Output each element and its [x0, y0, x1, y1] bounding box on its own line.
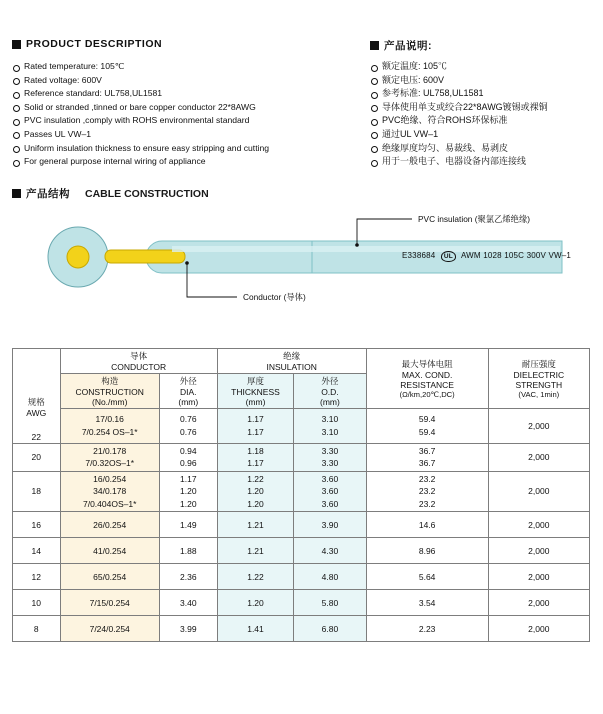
cell-dia [159, 409, 217, 444]
dia-line: 0.76 [180, 426, 197, 437]
header-dielectric-l4: (VAC, 1min) [518, 390, 560, 399]
header-dia-unit: (mm) [178, 397, 199, 407]
cable-construction-title-cn: 产品结构 [26, 188, 70, 200]
construction-line: 21/0.178 [93, 445, 127, 456]
header-thickness-unit: (mm) [245, 397, 266, 407]
dia-line: 0.76 [180, 414, 197, 425]
cell-od: 5.80 [294, 590, 366, 616]
label-insulation: PVC insulation (聚氯乙烯绝缘) [418, 214, 531, 224]
cell-dielectric: 2,000 [488, 590, 589, 616]
cell-awg: 12 [13, 564, 61, 590]
cable-diagram [12, 205, 592, 320]
cell-resistance: 3.54 [366, 590, 488, 616]
resistance-line: 23.2 [418, 498, 436, 509]
header-dielectric-l2: DIELECTRIC [513, 370, 565, 380]
table-header-row-group [13, 349, 590, 374]
cell-dia: 3.99 [159, 616, 217, 642]
list-item: 绝缘厚度均匀、易裁线、易剥皮 [370, 142, 595, 156]
bullet-square-icon [12, 40, 21, 49]
cell-awg: 16 [13, 512, 61, 538]
list-item: 参考标准: UL758,UL1581 [370, 87, 595, 101]
header-od [294, 374, 366, 409]
awg-value: 22 [31, 431, 42, 442]
header-dielectric-l3: STRENGTH [515, 380, 563, 390]
od-line: 3.30 [321, 445, 339, 456]
thickness-line: 1.18 [247, 445, 264, 456]
cell-construction: 7/15/0.254 [60, 590, 159, 616]
construction-line: 17/0.16 [95, 414, 124, 425]
cell-dia: 1.49 [159, 512, 217, 538]
list-item: Rated voltage: 600V [12, 74, 362, 88]
cable-print-rest: AWM 1028 105C 300V VW–1 [460, 251, 572, 260]
header-construction [60, 374, 159, 409]
cell-resistance: 5.64 [366, 564, 488, 590]
construction-line: 16/0.254 [93, 473, 127, 484]
cell-dia: 3.40 [159, 590, 217, 616]
cell-dielectric: 2,000 [488, 538, 589, 564]
cell-construction: 7/24/0.254 [60, 616, 159, 642]
od-line: 3.10 [321, 414, 339, 425]
list-item: Rated temperature: 105℃ [12, 60, 362, 74]
cell-thickness: 1.22 [217, 564, 294, 590]
list-item: Solid or stranded ,tinned or bare copper conductor 22*8AWG [12, 101, 362, 115]
header-thickness [217, 374, 294, 409]
header-conductor-cn: 导体 [130, 351, 148, 361]
ul-mark-icon: UL [441, 251, 456, 262]
header-resistance-l3: RESISTANCE [400, 380, 454, 390]
cell-od: 3.90 [294, 512, 366, 538]
cell-construction [60, 409, 159, 444]
cell-dielectric: 2,000 [488, 564, 589, 590]
list-item: PVC绝缘、符合ROHS环保标准 [370, 114, 595, 128]
cell-dielectric: 2,000 [488, 471, 589, 512]
cell-thickness: 1.20 [217, 590, 294, 616]
thickness-line: 1.20 [247, 486, 264, 496]
construction-line: 7/0.32OS–1* [85, 458, 135, 468]
specification-table [12, 348, 590, 642]
spec-title: 产品说明: [384, 40, 432, 52]
od-line: 3.60 [321, 473, 339, 484]
dia-line: 0.94 [180, 445, 197, 456]
header-insulation-cn: 绝缘 [283, 351, 301, 361]
cell-construction: 65/0.254 [60, 564, 159, 590]
awg-label-col [15, 396, 58, 442]
cell-awg: 8 [13, 616, 61, 642]
cell-dielectric: 2,000 [488, 443, 589, 471]
spec-list [370, 60, 595, 169]
list-item: Uniform insulation thickness to ensure easy stripping and cutting [12, 142, 362, 156]
list-item: 额定温度: 105℃ [370, 60, 595, 74]
header-dia-cn: 外径 [179, 376, 197, 386]
construction-line: 7/0.404OS–1* [82, 498, 137, 509]
cell-awg: 14 [13, 538, 61, 564]
thickness-line: 1.17 [247, 458, 264, 468]
header-dia [159, 374, 217, 409]
list-item: PVC insulation ,comply with ROHS environmental standard [12, 114, 362, 128]
cell-od [294, 409, 366, 444]
header-resistance-l4: (Ω/km,20℃,DC) [399, 390, 455, 399]
od-line: 3.60 [321, 486, 339, 496]
cell-resistance [366, 471, 488, 512]
cell-resistance: 14.6 [366, 512, 488, 538]
dia-line: 1.20 [180, 486, 197, 496]
cable-print-code: E338684 [402, 251, 436, 260]
cell-awg: 18 [13, 471, 61, 512]
list-item: Passes UL VW–1 [12, 128, 362, 142]
list-item: 额定电压: 600V [370, 74, 595, 88]
cell-od: 4.80 [294, 564, 366, 590]
cell-thickness [217, 471, 294, 512]
bullet-square-icon [12, 189, 21, 198]
cell-od: 4.30 [294, 538, 366, 564]
cell-resistance: 2.23 [366, 616, 488, 642]
header-construction-en: CONSTRUCTION [75, 387, 144, 397]
header-construction-cn: 构造 [101, 376, 119, 386]
table-row [13, 471, 590, 512]
list-item: Reference standard: UL758,UL1581 [12, 87, 362, 101]
header-conductor-en: CONDUCTOR [111, 362, 167, 372]
thickness-line: 1.17 [247, 426, 264, 437]
list-item: 通过UL VW–1 [370, 128, 595, 142]
resistance-line: 59.4 [418, 414, 436, 425]
table-row [13, 590, 590, 616]
cable-construction-heading [12, 186, 209, 201]
header-insulation-en: INSULATION [266, 362, 317, 372]
leader-dot-conductor [185, 261, 189, 265]
cell-thickness: 1.21 [217, 538, 294, 564]
cell-construction: 26/0.254 [60, 512, 159, 538]
cell-od: 6.80 [294, 616, 366, 642]
cell-thickness: 1.41 [217, 616, 294, 642]
cell-thickness [217, 443, 294, 471]
header-conductor-group [60, 349, 217, 374]
table-row [13, 564, 590, 590]
dia-line: 1.20 [180, 498, 197, 509]
header-resistance [366, 349, 488, 409]
cable-cross-section-conductor [67, 246, 89, 268]
table-row [13, 409, 590, 444]
leader-dot-insulation [355, 243, 359, 247]
thickness-line: 1.20 [247, 498, 264, 509]
cell-dielectric: 2,000 [488, 409, 589, 444]
thickness-line: 1.17 [247, 414, 264, 425]
header-construction-unit: (No./mm) [91, 397, 128, 407]
header-resistance-l2: MAX. COND. [401, 370, 453, 380]
resistance-line: 59.4 [418, 426, 436, 437]
label-conductor: Conductor (导体) [243, 292, 306, 302]
table-row [13, 616, 590, 642]
product-description-heading [12, 38, 162, 50]
bullet-square-icon [370, 41, 379, 50]
cell-thickness [217, 409, 294, 444]
cable-construction-title-en: CABLE CONSTRUCTION [85, 187, 209, 200]
od-line: 3.60 [321, 498, 339, 509]
dia-line: 1.17 [180, 473, 197, 484]
cell-resistance: 8.96 [366, 538, 488, 564]
cell-construction [60, 443, 159, 471]
header-thickness-cn: 厚度 [246, 376, 264, 386]
header-od-unit: (mm) [320, 397, 340, 407]
cell-resistance [366, 443, 488, 471]
header-insulation-group [217, 349, 366, 374]
od-line: 3.30 [321, 458, 339, 468]
header-dielectric [488, 349, 589, 409]
product-description-title: PRODUCT DESCRIPTION [26, 38, 163, 50]
resistance-line: 36.7 [418, 445, 436, 456]
list-item: 导体使用单支或绞合22*8AWG镀锡或裸铜 [370, 101, 595, 115]
cell-construction [60, 471, 159, 512]
list-item: 用于一般电子、电器设备内部连接线 [370, 155, 595, 169]
list-item: For general purpose internal wiring of appliance [12, 155, 362, 169]
header-awg-cn: 规格 [27, 396, 45, 407]
cell-resistance [366, 409, 488, 444]
cell-dielectric: 2,000 [488, 512, 589, 538]
header-od-en: O.D. [321, 387, 339, 397]
dia-line: 0.96 [180, 458, 197, 468]
header-dia-en: DIA. [180, 387, 197, 397]
table-row [13, 512, 590, 538]
product-description-list [12, 60, 362, 169]
od-line: 3.10 [321, 426, 339, 437]
construction-line: 34/0.178 [93, 486, 127, 496]
cell-od [294, 443, 366, 471]
cell-dielectric: 2,000 [488, 616, 589, 642]
cell-dia: 2.36 [159, 564, 217, 590]
header-thickness-en: THICKNESS [231, 387, 280, 397]
cable-print-legend [402, 251, 571, 262]
cell-thickness: 1.21 [217, 512, 294, 538]
header-resistance-l1: 最大导体电阻 [401, 359, 453, 369]
resistance-line: 23.2 [418, 473, 436, 484]
cell-construction: 41/0.254 [60, 538, 159, 564]
header-od-cn: 外径 [321, 376, 339, 386]
cell-awg: 20 [13, 443, 61, 471]
table-row [13, 443, 590, 471]
construction-line: 7/0.254 OS–1* [81, 426, 138, 437]
cell-dia [159, 471, 217, 512]
cell-awg [13, 396, 61, 444]
resistance-line: 36.7 [418, 458, 436, 468]
header-awg-en: AWG [26, 407, 47, 418]
resistance-line: 23.2 [418, 486, 436, 496]
spec-heading [370, 38, 432, 53]
cell-od [294, 471, 366, 512]
header-dielectric-l1: 耐压强度 [521, 359, 556, 369]
cell-dia: 1.88 [159, 538, 217, 564]
cell-dia [159, 443, 217, 471]
cell-awg: 10 [13, 590, 61, 616]
thickness-line: 1.22 [247, 473, 264, 484]
table-row [13, 538, 590, 564]
